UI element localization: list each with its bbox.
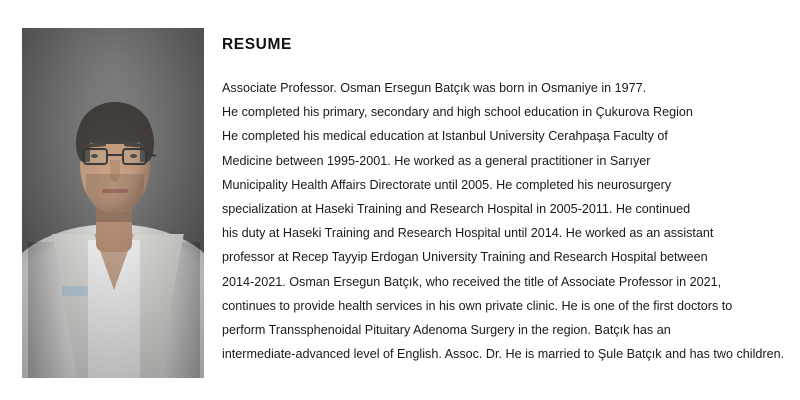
photo-vignette bbox=[22, 28, 204, 378]
resume-line: his duty at Haseki Training and Research Hospital until 2014. He worked as an assistant bbox=[222, 226, 714, 241]
resume-line: specialization at Haseki Training and Research Hospital in 2005-2011. He continued bbox=[222, 202, 691, 217]
resume-line: professor at Recep Tayyip Erdogan University Training and Research Hospital between bbox=[222, 250, 708, 265]
resume-line: He completed his medical education at Istanbul University Cerahpaşa Faculty of bbox=[222, 129, 668, 144]
resume-line: continues to provide health services in his own private clinic. He is one of the first doctors to bbox=[222, 298, 733, 313]
resume-content bbox=[222, 36, 785, 366]
page-title: RESUME bbox=[222, 36, 292, 53]
resume-line: Associate Professor. Osman Ersegun Batçık was born in Osmaniye in 1977. bbox=[222, 81, 647, 95]
portrait-photo bbox=[22, 28, 204, 378]
resume-line: He completed his primary, secondary and high school education in Çukurova Region bbox=[222, 105, 693, 120]
resume-line: perform Transsphenoidal Pituitary Adenoma Surgery in the region. Batçık has an bbox=[222, 323, 671, 338]
resume-line: Medicine between 1995-2001. He worked as a general practitioner in Sarıyer bbox=[222, 153, 651, 168]
resume-body-text bbox=[222, 76, 785, 366]
resume-line: 2014-2021. Osman Ersegun Batçık, who received the title of Associate Professor in 2021, bbox=[222, 274, 722, 289]
resume-line: Municipality Health Affairs Directorate until 2005. He completed his neurosurgery bbox=[222, 177, 672, 192]
resume-line: intermediate-advanced level of English. Assoc. Dr. He is married to Şule Batçık and has two children. bbox=[222, 347, 785, 362]
